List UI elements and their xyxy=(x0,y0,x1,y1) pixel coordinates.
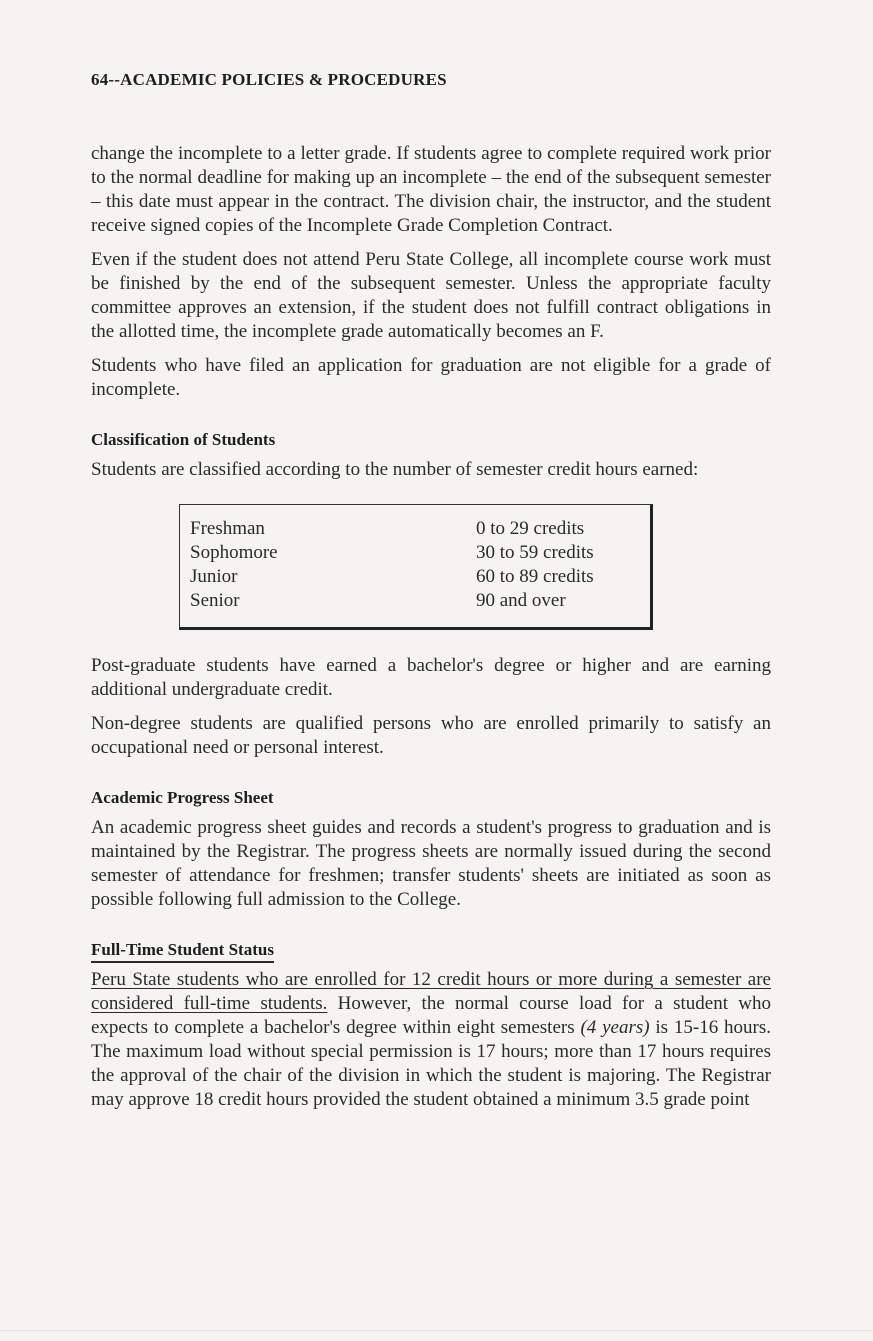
incomplete-paragraph-2: Even if the student does not attend Peru State College, all incomplete course work must be finished by the end of the subsequent semester. Unless the appropriate faculty committee approves an extension, if the student does not fulfill contract obligations in the allotted time, the incomplete grade automatically becomes an F. xyxy=(91,249,771,342)
credit-range: 60 to 89 credits xyxy=(476,566,594,587)
page-content xyxy=(91,142,771,1122)
credit-range: 0 to 29 credits xyxy=(476,518,585,539)
progress-sheet-paragraph: An academic progress sheet guides and records a student's progress to graduation and is maintained by the Registrar. The progress sheets are normally issued during the second semester of attendance for freshmen; transfer students' sheets are initiated as soon as possible following full admission to the College. xyxy=(91,817,771,910)
full-time-underlined-text: Peru State students who are enrolled for 12 credit hours or more during a semester are considered full-time students. xyxy=(91,969,771,1014)
class-name: Freshman xyxy=(190,518,265,539)
full-time-paragraph xyxy=(91,968,771,1112)
incomplete-paragraph-1: change the incomplete to a letter grade. If students agree to complete required work prior to the normal deadline for making up an incomplete – the end of the subsequent semester – this date must appear in the contract. The division chair, the instructor, and the student receive signed copies of the Incomplete Grade Completion Contract. xyxy=(91,143,771,236)
full-time-text-a: However, the normal course load for a student who expects to complete a bachelor's degree within eight semesters xyxy=(91,993,772,1038)
table-row xyxy=(190,565,650,589)
classification-heading: Classification of Students xyxy=(91,430,276,449)
non-degree-paragraph: Non-degree students are qualified persons who are enrolled primarily to satisfy an occupational need or personal interest. xyxy=(91,713,771,758)
class-name: Junior xyxy=(190,566,238,587)
table-row xyxy=(190,541,650,565)
incomplete-paragraph-3: Students who have filed an application for graduation are not eligible for a grade of incomplete. xyxy=(91,355,771,400)
class-name: Senior xyxy=(190,590,240,611)
credit-range: 90 and over xyxy=(476,590,566,611)
credit-range: 30 to 59 credits xyxy=(476,542,594,563)
post-graduate-paragraph: Post-graduate students have earned a bachelor's degree or higher and are earning additional undergraduate credit. xyxy=(91,655,771,700)
full-time-heading-text: Full-Time Student Status xyxy=(91,940,274,963)
full-time-italic-text: (4 years) xyxy=(580,1017,650,1038)
class-name: Sophomore xyxy=(190,542,278,563)
classification-intro: Students are classified according to the number of semester credit hours earned: xyxy=(91,459,699,480)
running-head: 64--ACADEMIC POLICIES & PROCEDURES xyxy=(91,70,447,89)
progress-sheet-heading: Academic Progress Sheet xyxy=(91,788,274,807)
classification-table xyxy=(179,504,653,630)
full-time-heading xyxy=(91,938,771,962)
full-time-text-b: is 15-16 hours. The maximum load without special permission is 17 hours; more than 17 hours requires the approval of the chair of the division in which the student is majoring. The Registrar may approve 18 credit hours provided the student obtained a minimum 3.5 grade point xyxy=(91,1017,771,1110)
page-bottom-edge xyxy=(0,1330,873,1331)
table-row xyxy=(190,517,650,541)
table-row xyxy=(190,589,650,613)
